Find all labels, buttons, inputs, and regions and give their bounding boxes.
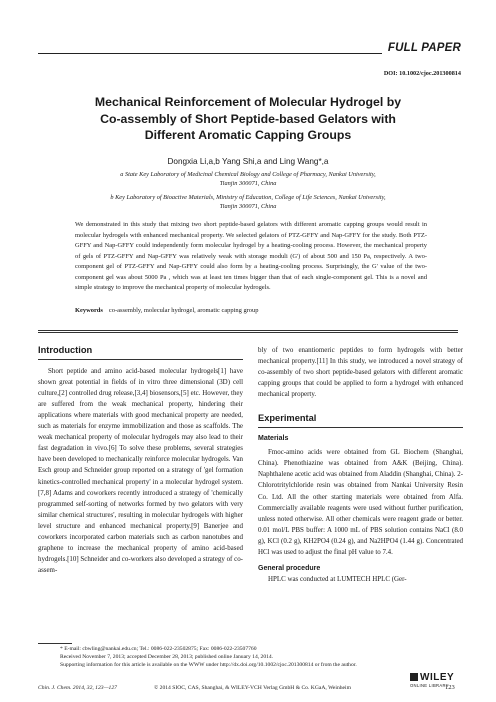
left-column	[38, 345, 243, 576]
doi[interactable]: DOI: 10.1002/cjoc.201300814	[383, 70, 461, 77]
footnote-rule	[38, 643, 72, 644]
introduction-continued: bly of two enantiomeric peptides to form hydrogels with better mechanical property.[11] In this study, we introduced a novel strategy of co-assembly of two short peptide-based gelators with different aromatic capping groups that could be applied to form a hydrogel with enhanced mechanical property.	[258, 346, 463, 399]
general-procedure-paragraph: HPLC was conducted at LUMTECH HPLC (Ger-	[268, 574, 407, 583]
keywords-text: co-assembly, molecular hydrogel, aromatic capping group	[108, 307, 259, 314]
journal-citation: Chin. J. Chem. 2014, 32, 123—127	[38, 685, 117, 691]
author-list: Dongxia Li,a,b Yang Shi,a and Ling Wang*,a	[167, 157, 329, 166]
title-line-2: Co-assembly of Short Peptide-based Gelators with	[100, 111, 396, 126]
publisher-sub: ONLINE LIBRARY	[410, 683, 449, 688]
title-line-1: Mechanical Reinforcement of Molecular Hydrogel by	[94, 95, 402, 109]
experimental-rule	[258, 427, 463, 428]
general-procedure-heading: General procedure	[258, 564, 321, 572]
affiliation-b-line-2: Tianjin 300071, China	[219, 203, 277, 211]
page-number: 123	[445, 684, 455, 691]
affiliation-b-line-1: b Key Laboratory of Bioactive Materials, Ministry of Education, College of Life Sciences, Nankai University,	[110, 194, 386, 201]
wiley-badge-icon	[410, 673, 418, 681]
abstract-rule-bottom	[38, 332, 458, 333]
right-column	[258, 345, 463, 585]
keywords-line	[75, 307, 427, 314]
footnote-supporting-info[interactable]: Supporting information for this article is available on the WWW under http://dx.doi.org/10.1002/cjoc.201300814 or from the author.	[60, 662, 357, 669]
experimental-heading: Experimental	[258, 413, 317, 424]
affiliation-a	[60, 170, 436, 188]
materials-paragraph: Fmoc-amino acids were obtained from GL Biochem (Shanghai, China). Phenothiazine was obtained from A&K (Beijing, China). Naphthalene acetic acid was obtained from Aladdin (Shanghai, China). 2-Chlorotritylchloride resin was obtained from Nankai University Resin Co. Ltd. All the other starting materials were obtained from Alfa. Commercially available reagents were used without further purification, unless noted otherwise. All other chemicals were reagent grade or better. 0.01 mol/L PBS buffer: A 1000 mL of PBS solution contains NaCl (8.0 g), KCl (0.2 g), KH2PO4 (0.24 g), and Na2HPO4 (1.44 g). Concentrated HCl was used to adjust the final pH value to 7.4.	[258, 448, 463, 556]
footnote-dates: Received November 7, 2013; accepted December 28, 2013; published online January 14, 2014.	[60, 654, 274, 661]
header-rule	[38, 53, 382, 54]
affiliation-b	[60, 193, 436, 211]
publisher-logo-text: WILEY	[420, 672, 455, 683]
title-line-3: Different Aromatic Capping Groups	[144, 128, 352, 143]
introduction-rule	[38, 359, 243, 360]
copyright-notice: © 2014 SIOC, CAS, Shanghai, & WILEY-VCH Verlag GmbH & Co. KGaA, Weinheim	[154, 685, 351, 691]
introduction-heading: Introduction	[38, 345, 93, 355]
running-title: FULL PAPER	[387, 42, 461, 54]
article-title	[60, 94, 436, 144]
abstract: We demonstrated in this study that mixing two short peptide-based gelators with different aromatic capping groups would result in molecular hydrogels with enhanced mechanical property. We selected gelators of PTZ-GFFY and Nap-GFFY for the study. Both PTZ-GFFY and Nap-GFFY could independently form molecular hydrogel by a heating-cooling process. However, the mechanical property of gels of PTZ-GFFY and Nap-GFFY was relatively weak with storage moduli (G') of about 500 and 150 Pa, respectively. A two-component gel of PTZ-GFFY and Nap-GFFY could also form by a heating-cooling process. Surprisingly, the G' value of the two-component gel was about 5000 Pa , which was at least ten times bigger than that of each single-component gel. This is a novel and simple strategy to improve the mechanical property of molecular hydrogels.	[75, 221, 427, 292]
abstract-rule-top	[38, 330, 458, 331]
footnote-contact: * E-mail: cbwling@nankai.edu.cn; Tel.: 0086-022-23502875; Fax: 0086-022-23507760	[60, 646, 257, 652]
affiliation-a-line-2: Tianjin 300071, China	[219, 180, 277, 188]
affiliation-a-line-1: a State Key Laboratory of Medicinal Chemical Biology and College of Pharmacy, Nankai University,	[120, 171, 376, 178]
footnote	[60, 645, 440, 670]
introduction-paragraph: Short peptide and amino acid-based molecular hydrogels[1] have shown great potential in fields of in vitro three dimensional (3D) cell culture,[2] controlled drug release,[3,4] biosensors,[5] etc. However, they are suffered from the weak mechanical property, hindering their applications where materials with good mechanical property are needed, such as materials for enzyme immobilization and those as scaffolds. The weak mechanical property of molecular hydrogels may also lead to their fast degradation in vivo.[6] To solve these problems, several strategies have been developed to mechanically reinforce molecular hydrogels. Van Esch group and Schneider group reported on a strategy of 'gel formation kinetics-controlled mechanical property' in a molecular hydrogel system.[7,8] Adams and coworkers recently introduced a strategy of 'chemically programmed self-sorting of networks formed by two gelators with very similar chemical structures', resulting in molecular hydrogels with higher level structure and enhanced mechanical property.[9] Banerjee and coworkers incorporated carbon materials such as carbon nanotubes and graphene to increase the mechanical property of amino acid-based hydrogels.[10] Schneider and co-workers also developed a strategy of co-assem-	[38, 367, 243, 574]
materials-heading: Materials	[258, 435, 289, 443]
keywords-label: Keywords	[75, 307, 103, 314]
